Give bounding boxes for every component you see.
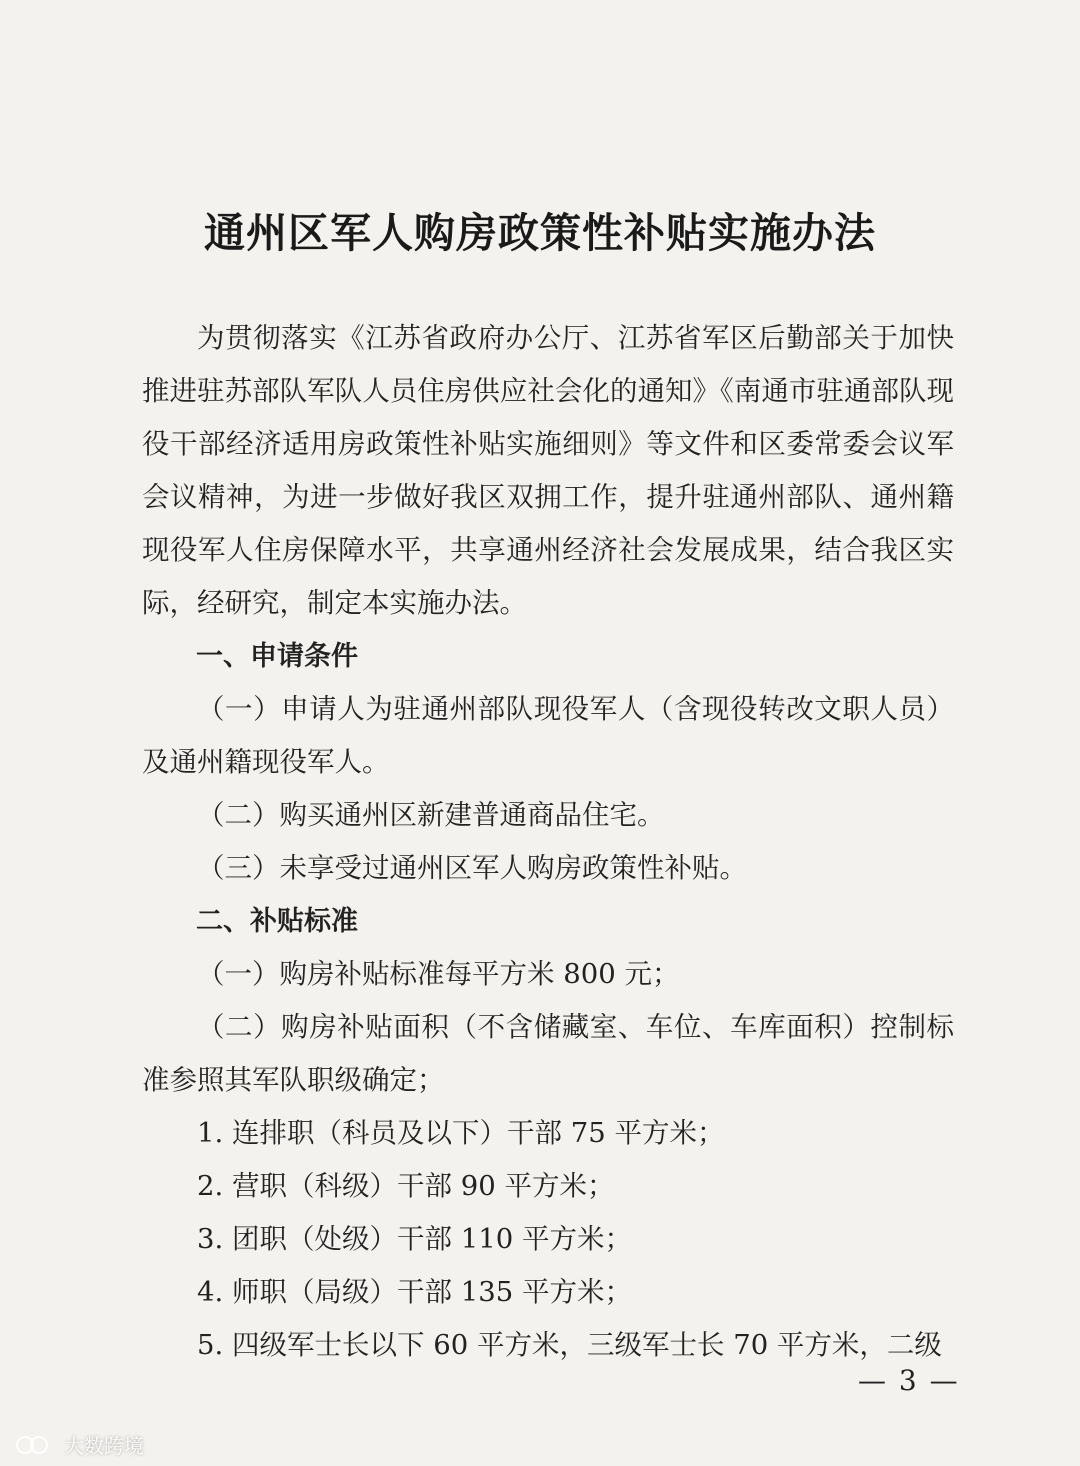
document-body <box>142 312 954 1372</box>
page-number: — 3 — <box>858 1364 960 1397</box>
standard-list-item-1: 1. 连排职（科员及以下）干部 75 平方米； <box>197 1117 725 1149</box>
standard-item-1: （一）购房补贴标准每平方米 800 元； <box>197 958 680 990</box>
watermark <box>14 1430 144 1459</box>
condition-item-2: （二）购买通州区新建普通商品住宅。 <box>197 799 665 831</box>
intro-paragraph: 为贯彻落实《江苏省政府办公厅、江苏省军区后勤部关于加快推进驻苏部队军队人员住房供应社会化的通知》《南通市驻通部队现役干部经济适用房政策性补贴实施细则》等文件和区委常委会议军会议精神，为进一步做好我区双拥工作，提升驻通州部队、通州籍现役军人住房保障水平，共享通州经济社会发展成果，结合我区实际，经研究，制定本实施办法。 <box>142 322 954 619</box>
watermark-text: 大数跨境 <box>64 1434 144 1458</box>
section-heading-conditions: 一、申请条件 <box>196 641 358 672</box>
condition-item-1: （一）申请人为驻通州部队现役军人（含现役转改文职人员）及通州籍现役军人。 <box>142 693 954 778</box>
standard-list-item-3: 3. 团职（处级）干部 110 平方米； <box>197 1223 632 1255</box>
standard-list-item-5: 5. 四级军士长以下 60 平方米，三级军士长 70 平方米，二级 <box>197 1329 942 1361</box>
document-title: 通州区军人购房政策性补贴实施办法 <box>204 209 876 257</box>
logo-icon <box>14 1432 58 1458</box>
condition-item-3: （三）未享受过通州区军人购房政策性补贴。 <box>197 852 747 884</box>
standard-list-item-4: 4. 师职（局级）干部 135 平方米； <box>197 1276 632 1308</box>
standard-item-2: （二）购房补贴面积（不含储藏室、车位、车库面积）控制标准参照其军队职级确定； <box>142 1011 954 1096</box>
standard-list-item-2: 2. 营职（科级）干部 90 平方米； <box>197 1170 615 1202</box>
section-heading-standards: 二、补贴标准 <box>196 906 358 937</box>
